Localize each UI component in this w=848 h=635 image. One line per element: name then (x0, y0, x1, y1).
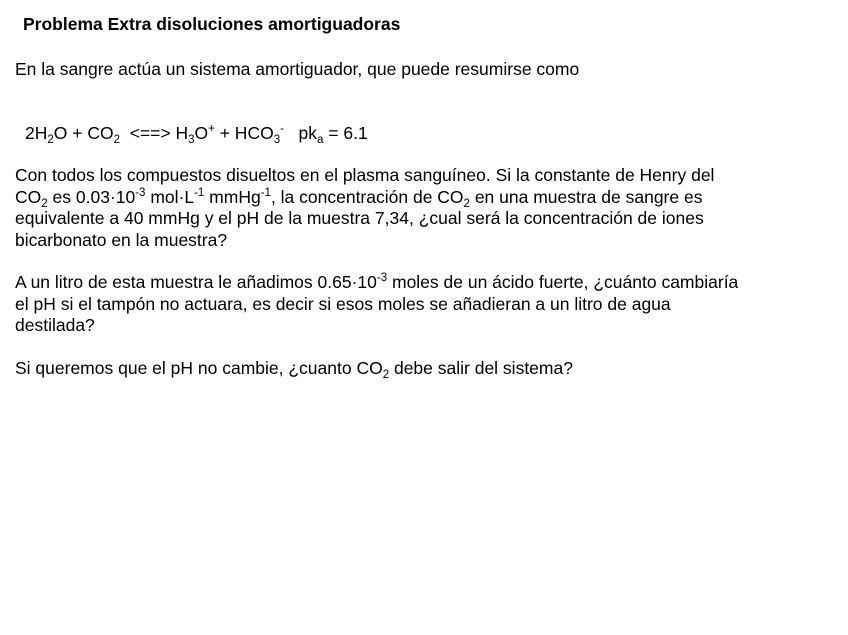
acid-line-3: destilada? (15, 315, 95, 335)
acid-paragraph (15, 272, 830, 337)
henry-line-2-c: mol·L (145, 186, 195, 207)
henry-line-2-f: en una muestra de sangre es (469, 186, 703, 207)
acid-line-1-a-sup: -3 (376, 272, 388, 284)
eq-rhs-b: O (194, 123, 209, 143)
henry-paragraph (15, 165, 830, 251)
co2-line-a: Si queremos que el pH no cambie, ¿cuanto CO (15, 358, 383, 378)
henry-line-3: equivalente a 40 mmHg y el pH de la muestra 7,34, ¿cual será la concentración de iones (15, 208, 704, 228)
eq-arrow: <==> (120, 123, 176, 143)
henry-line-4: bicarbonato en la muestra? (15, 229, 228, 250)
chemical-equation (25, 121, 368, 145)
eq-pk-sub: a (317, 134, 324, 146)
eq-rhs-c: + HCO (214, 123, 274, 143)
eq-rhs-b-sup: + (208, 123, 215, 135)
eq-lhs-a-sub: 2 (47, 134, 54, 146)
eq-rhs-c-sub: 3 (273, 134, 281, 146)
acid-line-2: el pH si el tampón no actuara, es decir si esos moles se añadieran a un litro de agua (15, 293, 671, 314)
co2-line-b: debe salir del sistema? (389, 358, 573, 378)
acid-line-1 (15, 272, 830, 294)
henry-line-2-c-sup: -1 (194, 186, 205, 199)
henry-line-2-a-sub: 2 (41, 197, 48, 210)
henry-line-2-b-sup: -3 (135, 186, 146, 199)
intro-text: En la sangre actúa un sistema amortiguador, que puede resumirse como (15, 59, 580, 79)
eq-lhs-b-sub: 2 (113, 134, 120, 146)
eq-rhs-a: H (175, 123, 189, 143)
henry-line-2-d: mmHg (204, 186, 261, 207)
eq-lhs-b: O + CO (53, 123, 114, 143)
henry-line-1: Con todos los compuestos disueltos en el plasma sanguíneo. Si la constante de Henry del (15, 165, 715, 185)
eq-pk: pk (283, 123, 318, 143)
henry-line-2-a: CO (15, 186, 42, 207)
henry-line-2-b: es 0.03·10 (47, 186, 136, 207)
henry-line-2-d-sup: -1 (260, 186, 271, 199)
co2-line (15, 358, 830, 380)
eq-rhs-c-sup: - (280, 123, 284, 135)
co2-line-a-sub: 2 (382, 369, 390, 381)
acid-line-1-b: moles de un ácido fuerte, ¿cuánto cambiaría (387, 272, 739, 292)
eq-rhs-a-sub: 3 (188, 134, 195, 146)
co2-paragraph (15, 358, 830, 380)
henry-line-2-e: , la concentración de CO (270, 186, 464, 207)
problem-title: Problema Extra disoluciones amortiguadoras (23, 14, 401, 34)
intro-paragraph (15, 59, 830, 81)
henry-line-2-e-sub: 2 (463, 197, 470, 210)
eq-lhs-a: 2H (25, 123, 48, 143)
eq-pk-value: = 6.1 (323, 123, 368, 143)
acid-line-1-a: A un litro de esta muestra le añadimos 0.65·10 (15, 272, 377, 292)
henry-line-2 (15, 187, 830, 209)
